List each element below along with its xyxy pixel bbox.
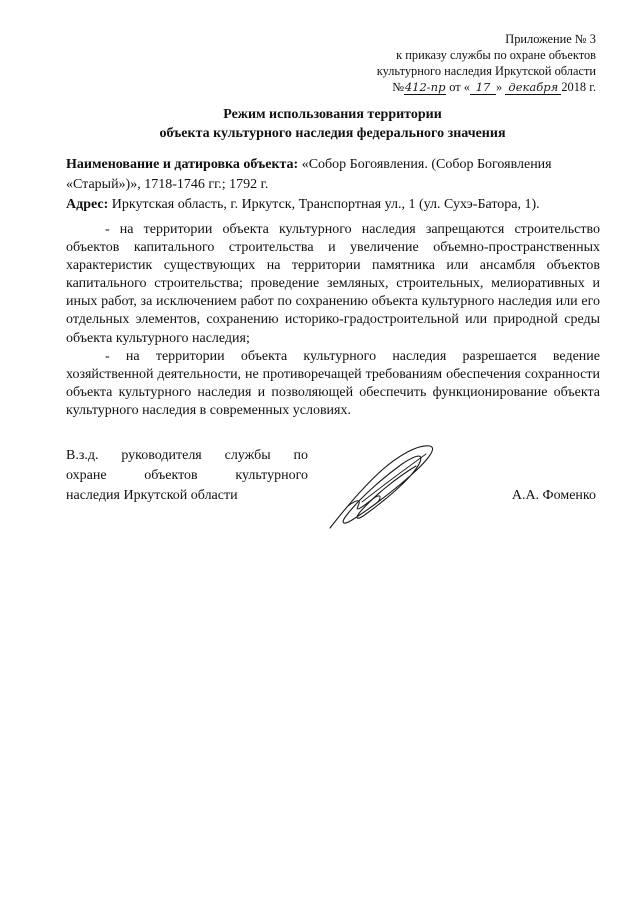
month-blank [505, 81, 561, 95]
object-address-value: Иркутская область, г. Иркутск, Транспортная ул., 1 (ул. Сухэ-Батора, 1). [111, 197, 540, 212]
regime-text [66, 221, 600, 420]
object-name [66, 155, 600, 195]
handwritten-day: 17 [475, 80, 491, 94]
position-line-3: наследия Иркутской области [66, 488, 238, 503]
order-year: 2018 г. [561, 80, 596, 94]
title-line-1: Режим использования территории [223, 107, 442, 122]
date-prefix: от « [449, 80, 471, 94]
object-address-label: Адрес: [66, 197, 109, 212]
permissions-paragraph: - на территории объекта культурного наследия разрешается ведение хозяйственной деятельности, не противоречащей требованиям обеспечения сохранности объекта культурного наследия и позволяющей обеспечить функционирование объекта культурного наследия в современных условиях. [66, 348, 600, 418]
document-title [64, 105, 601, 143]
appendix-header [377, 31, 596, 95]
order-number-date-line [377, 79, 596, 95]
position-line-2: охране объектов культурного [66, 468, 308, 483]
appendix-order-ref: к приказу службы по охране объектов [396, 48, 596, 62]
object-info [66, 155, 600, 215]
day-blank [470, 81, 496, 95]
position-line-1: В.з.д. руководителя службы по [66, 448, 308, 463]
appendix-number: Приложение № 3 [505, 32, 596, 46]
number-sign: № [392, 80, 405, 94]
object-address [66, 195, 600, 215]
order-number-blank [404, 81, 446, 95]
object-name-value: «Собор Богоявления. (Собор Богоявления «Старый»)», 1718-1746 гг.; 1792 г. [66, 157, 552, 192]
handwritten-signature [322, 440, 440, 532]
signatory-name: А.А. Фоменко [511, 488, 596, 503]
quote-close: » [496, 80, 503, 94]
title-line-2: объекта культурного наследия федерального значения [159, 126, 506, 141]
handwritten-month: декабря [508, 80, 559, 94]
signatory-position [66, 446, 308, 506]
object-name-label: Наименование и датировка объекта: [66, 157, 299, 172]
prohibitions-paragraph: - на территории объекта культурного наследия запрещаются строительство объектов капитального строительства и увеличение объемно-пространственных характеристик существующих на территории памятника или ансамбля объектов капитального строительства; проведение земляных, строительных, мелиоративных и иных работ, за исключением работ по сохранению объекта культурного наследия или его отдельных элементов, сохранению историко-градостроительной или природной среды объекта культурного наследия; [66, 222, 600, 346]
appendix-authority: культурного наследия Иркутской области [376, 64, 596, 78]
handwritten-order-number: 412-пр [404, 80, 446, 94]
